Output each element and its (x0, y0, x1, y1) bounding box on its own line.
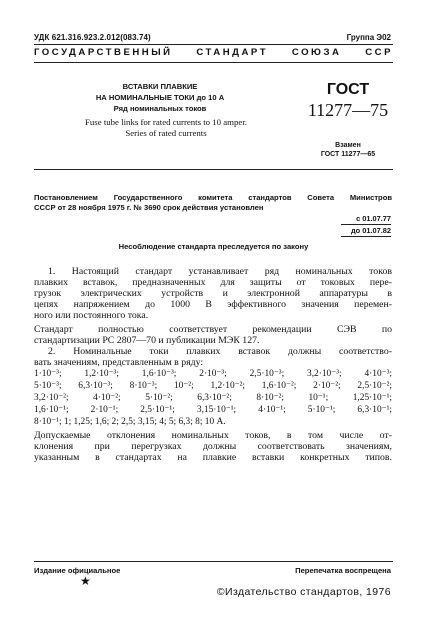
gost-label: ГОСТ (326, 81, 370, 98)
standard-bar: ГОСУДАРСТВЕННЫЙ СТАНДАРТ СОЮЗА ССР (34, 47, 393, 58)
series-line: 3,2·10⁻²; 4·10⁻²; 5·10⁻²; 6,3·10⁻²; 8·10⁻²; 10⁻¹; 1,25·10⁻¹; (34, 393, 392, 403)
series-line: 1,6·10⁻¹; 2·10⁻¹; 2,5·10⁻¹; 3,15·10⁻¹; 4·10⁻¹; 5·10⁻¹; 6,3·10⁻¹; (34, 405, 392, 415)
law-warning: Несоблюдение стандарта преследуется по закону (118, 242, 309, 251)
paragraph-1-line: 1. Настоящий стандарт устанавливает ряд номинальных токов (48, 266, 392, 277)
paragraph-1-line: плавких вставок, предназначенных для защиты от токовых пере- (34, 277, 392, 288)
series-line: 8·10⁻¹; 1; 1,25; 1,6; 2; 2,5; 3,15; 4; 5; 6,3; 8; 10 А. (34, 417, 226, 427)
standard-bar-rule (34, 62, 393, 63)
date-rule-2 (341, 236, 391, 237)
paragraph-4-line: клонения при перегрузках должны соответствовать значениям, (34, 441, 392, 452)
top-rule (34, 44, 393, 45)
paragraph-1-line: цепях напряжением до 1000 В эффективного значения перемен- (34, 299, 392, 310)
title-rule (34, 169, 393, 170)
series-line: 5·10⁻³; 6,3·10⁻³; 8·10⁻³; 10⁻²; 1,2·10⁻²; 1,6·10⁻²; 2·10⁻²; 2,5·10⁻²; (34, 381, 392, 391)
decree-line1: Постановлением Государственного комитета стандартов Совета Министров (34, 193, 392, 202)
copyright: ©Издательство стандартов, 1976 (216, 586, 391, 598)
decree-line2: СССР от 28 ноября 1975 г. № 3690 срок действия установлен (34, 203, 264, 212)
paragraph-1-line: грузок электрических устройств и электронной аппаратуры в (34, 288, 392, 299)
paragraph-3-line: 2. Номинальные токи плавких вставок должны соответство- (48, 346, 392, 357)
paragraph-2-line: стандартизации PC 2807—70 и публикации МЭК 127. (34, 335, 260, 346)
reprint-prohibited: Перепечатка воспрещена (295, 566, 391, 575)
title-en-line1: Fuse tube links for rated currents to 10 amper. (85, 117, 247, 127)
gost-number: 11277—75 (307, 100, 389, 120)
udk-code: УДК 621.316.923.2.012(083.74) (34, 33, 151, 42)
title-en-line2: Series of rated currents (125, 128, 207, 138)
series-line: 1·10⁻³; 1,2·10⁻³; 1,6·10⁻³; 2·10⁻³; 2,5·10⁻³; 3,2·10⁻³; 4·10⁻³; (34, 369, 392, 379)
effective-to: до 01.07.82 (350, 226, 391, 235)
date-rule-1 (341, 224, 391, 225)
title-ru-line3: Ряд номинальных токов (113, 104, 207, 113)
effective-from: с 01.07.77 (356, 214, 391, 223)
official-edition: Издание официальное (34, 566, 121, 575)
replaces-value: ГОСТ 11277—65 (320, 151, 376, 158)
footer-rule (34, 561, 393, 562)
replaces-label: Взамен (335, 142, 361, 149)
paragraph-4-line: указанным в стандартах на плавкие вставки конкретных типов. (34, 452, 392, 463)
title-ru-line1: ВСТАВКИ ПЛАВКИЕ (122, 82, 198, 91)
paragraph-2-line: Стандарт полностью соответствует рекомендации СЭВ по (34, 324, 392, 335)
group-code: Группа Э02 (346, 33, 391, 42)
paragraph-3-line: вать значениям, представленным в ряду: (34, 357, 204, 368)
star-icon: ★ (80, 574, 91, 588)
paragraph-4-line: Допускаемые отклонения номинальных токов, в том числе от- (34, 430, 392, 441)
paragraph-1-line: ного или постоянного тока. (34, 310, 149, 321)
title-ru-line2: НА НОМИНАЛЬНЫЕ ТОКИ до 10 А (95, 93, 225, 102)
